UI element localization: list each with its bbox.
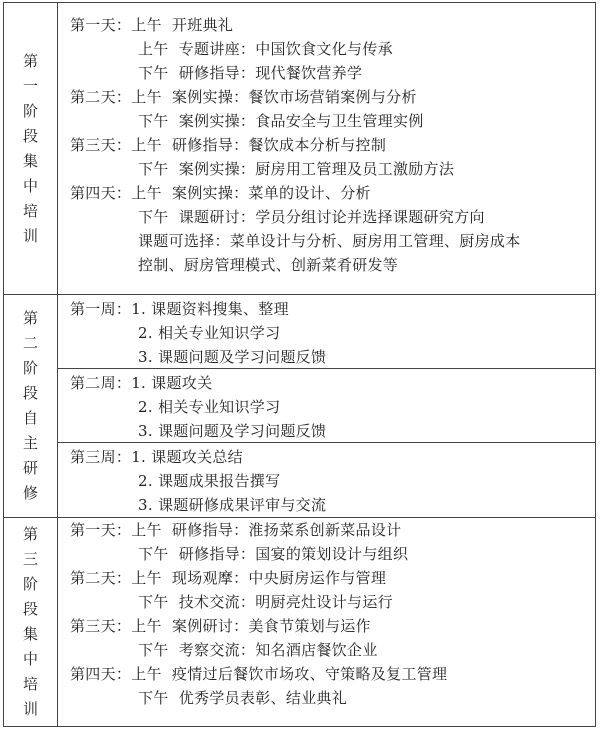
week-1-block (58, 295, 595, 369)
stage-3-content (58, 518, 595, 726)
stage-2-label: 第二阶段自主研修 (22, 309, 38, 502)
schedule-line: 下午 案例实操：食品安全与卫生管理实例 (138, 112, 424, 130)
schedule-line: 第三周：1. 课题攻关总结 (70, 448, 243, 466)
week-3-block (58, 443, 595, 518)
schedule-line: 3. 课题研修成果评审与交流 (138, 496, 327, 514)
schedule-line: 第二周：1. 课题攻关 (70, 374, 213, 392)
schedule-line: 2. 相关专业知识学习 (138, 398, 281, 416)
schedule-line: 第四天：上午 案例实操：菜单的设计、分析 (70, 184, 371, 202)
schedule-line: 2. 课题成果报告撰写 (138, 472, 281, 490)
schedule-line: 第二天：上午 现场观摩：中央厨房运作与管理 (70, 569, 387, 587)
schedule-line: 3. 课题问题及学习问题反馈 (138, 422, 327, 440)
schedule-line: 下午 案例实操：厨房用工管理及员工激励方法 (138, 160, 455, 178)
schedule-line: 第二天：上午 案例实操：餐饮市场营销案例与分析 (70, 88, 417, 106)
schedule-line: 下午 考察交流：知名酒店餐饮企业 (138, 641, 378, 659)
schedule-line: 第三天：上午 研修指导：餐饮成本分析与控制 (70, 136, 387, 154)
schedule-line: 第一周：1. 课题资料搜集、整理 (70, 300, 289, 318)
schedule-line: 第一天：上午 开班典礼 (70, 16, 234, 34)
stage-2-content (58, 295, 595, 517)
stage-1-content (58, 3, 595, 294)
week-2-block (58, 369, 595, 443)
schedule-line: 下午 技术交流：明厨亮灶设计与运行 (138, 593, 393, 611)
stage-3-row (4, 518, 595, 726)
stage-1-row (4, 3, 595, 295)
schedule-line: 第一天：上午 研修指导：淮扬菜系创新菜品设计 (70, 521, 402, 539)
schedule-line: 下午 课题研讨：学员分组讨论并选择课题研究方向 (138, 208, 485, 226)
schedule-line: 2. 相关专业知识学习 (138, 324, 281, 342)
schedule-line: 课题可选择：菜单设计与分析、厨房用工管理、厨房成本 (138, 232, 521, 250)
schedule-line: 上午 专题讲座：中国饮食文化与传承 (138, 40, 393, 58)
schedule-line: 第三天：上午 案例研讨：美食节策划与运作 (70, 617, 371, 635)
stage-1-label: 第一阶段集中培训 (22, 51, 38, 245)
schedule-line: 下午 研修指导：国宴的策划设计与组织 (138, 545, 409, 563)
schedule-line: 第四天：上午 疫情过后餐饮市场攻、守策略及复工管理 (70, 665, 448, 683)
schedule-line: 控制、厨房管理模式、创新菜肴研发等 (138, 256, 399, 274)
stage-3-label: 第三阶段集中培训 (22, 525, 38, 718)
schedule-line: 下午 研修指导：现代餐饮营养学 (138, 64, 363, 82)
schedule-table (3, 2, 596, 727)
stage-2-cell (4, 295, 58, 517)
stage-1-cell (4, 3, 58, 294)
schedule-line: 下午 优秀学员表彰、结业典礼 (138, 689, 348, 707)
stage-2-row (4, 295, 595, 518)
stage-3-cell (4, 518, 58, 726)
schedule-line: 3. 课题问题及学习问题反馈 (138, 348, 327, 366)
